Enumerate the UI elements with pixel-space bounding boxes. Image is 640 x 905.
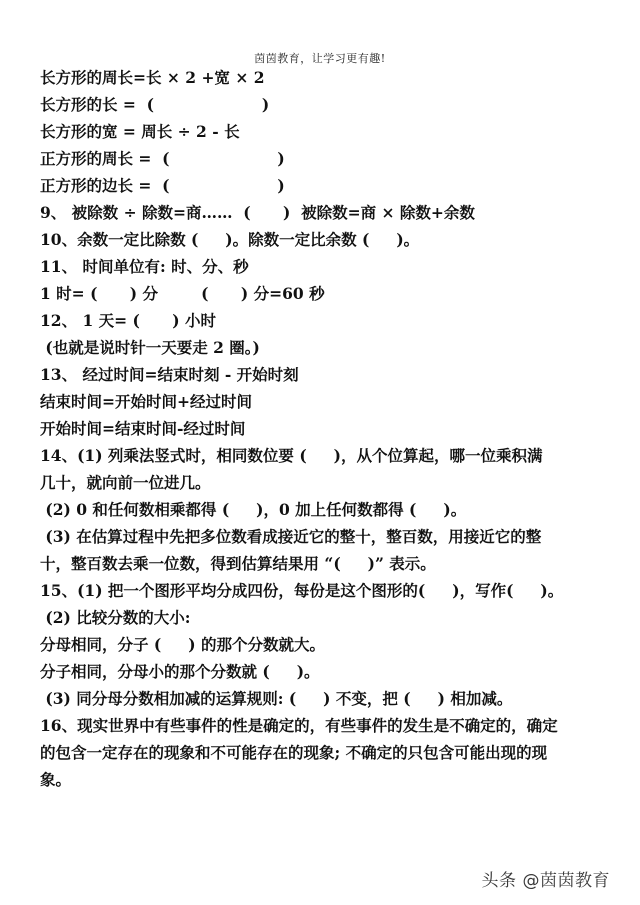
text-line: 15、(1) 把一个图形平均分成四份，每份是这个图形的( )，写作( )。 xyxy=(40,581,564,600)
text-line: 9、 被除数 ÷ 除数=商…… ( ) 被除数=商 × 除数+余数 xyxy=(40,203,475,222)
text-line: 分母相同，分子 ( ) 的那个分数就大。 xyxy=(40,635,325,654)
text-line: 长方形的宽 = 周长 ÷ 2 - 长 xyxy=(40,122,240,141)
text-line: 正方形的周长 = ( ) xyxy=(40,149,285,168)
text-line: 十，整百数去乘一位数，得到估算结果用 “( )” 表示。 xyxy=(40,554,436,573)
text-line: 13、 经过时间=结束时刻 - 开始时刻 xyxy=(40,365,299,384)
text-line: 开始时间=结束时间-经过时间 xyxy=(40,419,246,438)
text-line: 长方形的周长=长 × 2 +宽 × 2 xyxy=(40,68,265,87)
watermark xyxy=(482,866,611,891)
text-line: 几十，就向前一位进几。 xyxy=(40,473,211,492)
page-header: 茵茵教育，让学习更有趣! xyxy=(254,52,386,65)
text-line: (3) 在估算过程中先把多位数看成接近它的整十，整百数，用接近它的整 xyxy=(40,527,542,546)
document-body xyxy=(40,64,608,793)
text-line: 正方形的边长 = ( ) xyxy=(40,176,285,195)
text-line: 长方形的长 = ( ) xyxy=(40,95,270,114)
text-line: 分子相同，分母小的那个分数就 ( )。 xyxy=(40,662,320,681)
text-line: (2) 0 和任何数相乘都得 ( )，0 加上任何数都得 ( )。 xyxy=(40,500,467,519)
text-line: 14、(1) 列乘法竖式时，相同数位要 ( )，从个位算起，哪一位乘积满 xyxy=(40,446,543,465)
watermark-prefix: 头条 xyxy=(481,871,517,891)
text-line: 象。 xyxy=(40,770,72,789)
text-line: 结束时间=开始时间+经过时间 xyxy=(40,392,252,411)
text-line: 16、现实世界中有些事件的性是确定的，有些事件的发生是不确定的，确定 xyxy=(40,716,558,735)
text-line: 11、 时间单位有: 时、分、秒 xyxy=(40,257,249,276)
text-line: 10、余数一定比除数 ( )。除数一定比余数 ( )。 xyxy=(40,230,420,249)
text-line: 1 时= ( ) 分 ( ) 分=60 秒 xyxy=(40,284,325,303)
text-line: (也就是说时针一天要走 2 圈。) xyxy=(40,338,260,357)
text-line: (3) 同分母分数相加减的运算规则: ( ) 不变，把 ( ) 相加减。 xyxy=(40,689,513,708)
watermark-handle: @茵茵教育 xyxy=(522,871,610,891)
text-line: 的包含一定存在的现象和不可能存在的现象; 不确定的只包含可能出现的现 xyxy=(40,743,548,762)
text-line: 12、 1 天= ( ) 小时 xyxy=(40,311,216,330)
text-line: (2) 比较分数的大小: xyxy=(40,608,191,627)
